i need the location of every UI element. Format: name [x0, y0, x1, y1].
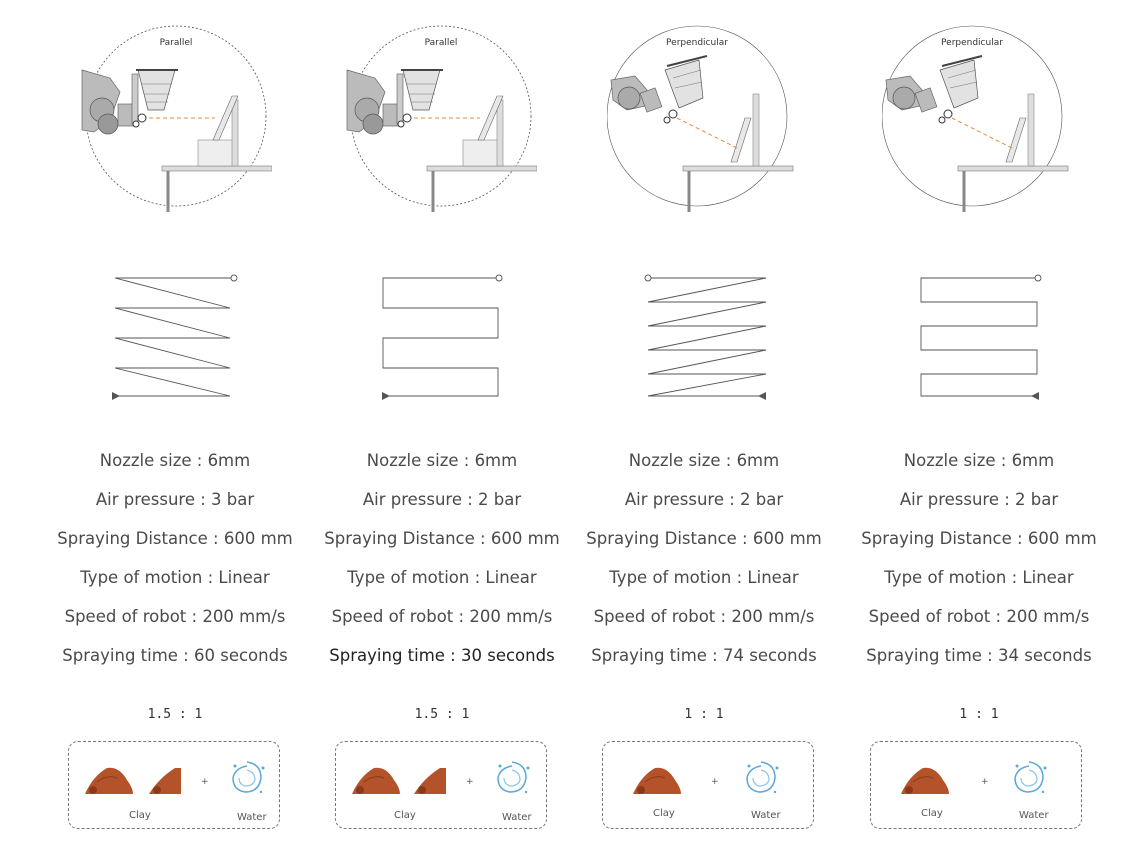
spray-path-meander [917, 268, 1057, 408]
speed-of-robot: Speed of robot : 200 mm/s [64, 607, 286, 626]
water-label: Water [237, 812, 267, 823]
experiment-column-1 [35, 0, 315, 849]
clay-label: Clay [394, 810, 416, 821]
path-end-arrow-icon [112, 392, 120, 400]
path-end-arrow-icon [1031, 392, 1039, 400]
spray-path-zigzag [642, 268, 782, 408]
clay-heap-icon [350, 762, 402, 796]
type-of-motion: Type of motion : Linear [347, 568, 537, 587]
spray-path-meander [378, 268, 518, 408]
speed-of-robot: Speed of robot : 200 mm/s [593, 607, 815, 626]
robot-setup-parallel-icon [80, 20, 272, 212]
orientation-label: Parallel [159, 38, 193, 48]
clay-heap-icon [899, 762, 951, 796]
type-of-motion: Type of motion : Linear [609, 568, 799, 587]
water-splash-icon [227, 758, 267, 796]
mix-ratio: 1.5 : 1 [414, 707, 470, 722]
water-splash-icon [492, 758, 532, 796]
plus-sign: + [466, 777, 474, 787]
air-pressure: Air pressure : 2 bar [899, 490, 1059, 509]
mix-composition-box [68, 741, 280, 829]
air-pressure: Air pressure : 3 bar [95, 490, 255, 509]
spraying-time: Spraying time : 30 seconds [329, 646, 555, 665]
robot-setup-perpendicular-icon [607, 20, 799, 212]
setup-illustration [80, 20, 272, 212]
orientation-label: Perpendicular [941, 38, 1003, 48]
parameter-list [35, 447, 315, 681]
clay-heap-icon [147, 762, 183, 796]
orientation-label: Perpendicular [666, 38, 728, 48]
type-of-motion: Type of motion : Linear [884, 568, 1074, 587]
path-start-icon [496, 275, 502, 281]
setup-illustration [607, 20, 799, 212]
mix-ratio: 1.5 : 1 [147, 707, 203, 722]
mix-ratio: 1 : 1 [959, 707, 999, 722]
clay-heap-icon [631, 762, 683, 796]
spray-path-zigzag [110, 268, 250, 408]
nozzle-size: Nozzle size : 6mm [366, 451, 518, 470]
experiment-column-2 [302, 0, 582, 849]
path-start-icon [645, 275, 651, 281]
speed-of-robot: Speed of robot : 200 mm/s [868, 607, 1090, 626]
type-of-motion: Type of motion : Linear [80, 568, 270, 587]
mix-composition-box [602, 741, 814, 829]
mix-composition-box [870, 741, 1082, 829]
clay-heap-icon [412, 762, 448, 796]
clay-label: Clay [129, 810, 151, 821]
plus-sign: + [981, 777, 989, 787]
clay-heap-icon [83, 762, 135, 796]
speed-of-robot: Speed of robot : 200 mm/s [331, 607, 553, 626]
path-end-arrow-icon [382, 392, 390, 400]
water-label: Water [751, 810, 781, 821]
spraying-time: Spraying time : 34 seconds [866, 646, 1092, 665]
air-pressure: Air pressure : 2 bar [362, 490, 522, 509]
path-end-arrow-icon [758, 392, 766, 400]
parameter-list [302, 447, 582, 681]
robot-setup-parallel-icon [345, 20, 537, 212]
spraying-distance: Spraying Distance : 600 mm [586, 529, 822, 548]
water-label: Water [1019, 810, 1049, 821]
mix-composition-box [335, 741, 547, 829]
mix-ratio: 1 : 1 [684, 707, 724, 722]
orientation-label: Parallel [424, 38, 458, 48]
spraying-distance: Spraying Distance : 600 mm [861, 529, 1097, 548]
path-start-icon [1035, 275, 1041, 281]
robot-setup-perpendicular-icon [882, 20, 1074, 212]
parameter-list [839, 447, 1119, 681]
parameter-list [564, 447, 844, 681]
plus-sign: + [711, 777, 719, 787]
path-start-icon [231, 275, 237, 281]
clay-label: Clay [921, 808, 943, 819]
plus-sign: + [201, 777, 209, 787]
clay-label: Clay [653, 808, 675, 819]
water-splash-icon [1009, 758, 1049, 796]
spraying-distance: Spraying Distance : 600 mm [57, 529, 293, 548]
spraying-time: Spraying time : 60 seconds [62, 646, 288, 665]
water-splash-icon [741, 758, 781, 796]
air-pressure: Air pressure : 2 bar [624, 490, 784, 509]
water-label: Water [502, 812, 532, 823]
spraying-distance: Spraying Distance : 600 mm [324, 529, 560, 548]
experiment-column-3 [564, 0, 844, 849]
nozzle-size: Nozzle size : 6mm [628, 451, 780, 470]
setup-illustration [345, 20, 537, 212]
spraying-time: Spraying time : 74 seconds [591, 646, 817, 665]
experiment-column-4 [839, 0, 1119, 849]
setup-illustration [882, 20, 1074, 212]
nozzle-size: Nozzle size : 6mm [903, 451, 1055, 470]
nozzle-size: Nozzle size : 6mm [99, 451, 251, 470]
